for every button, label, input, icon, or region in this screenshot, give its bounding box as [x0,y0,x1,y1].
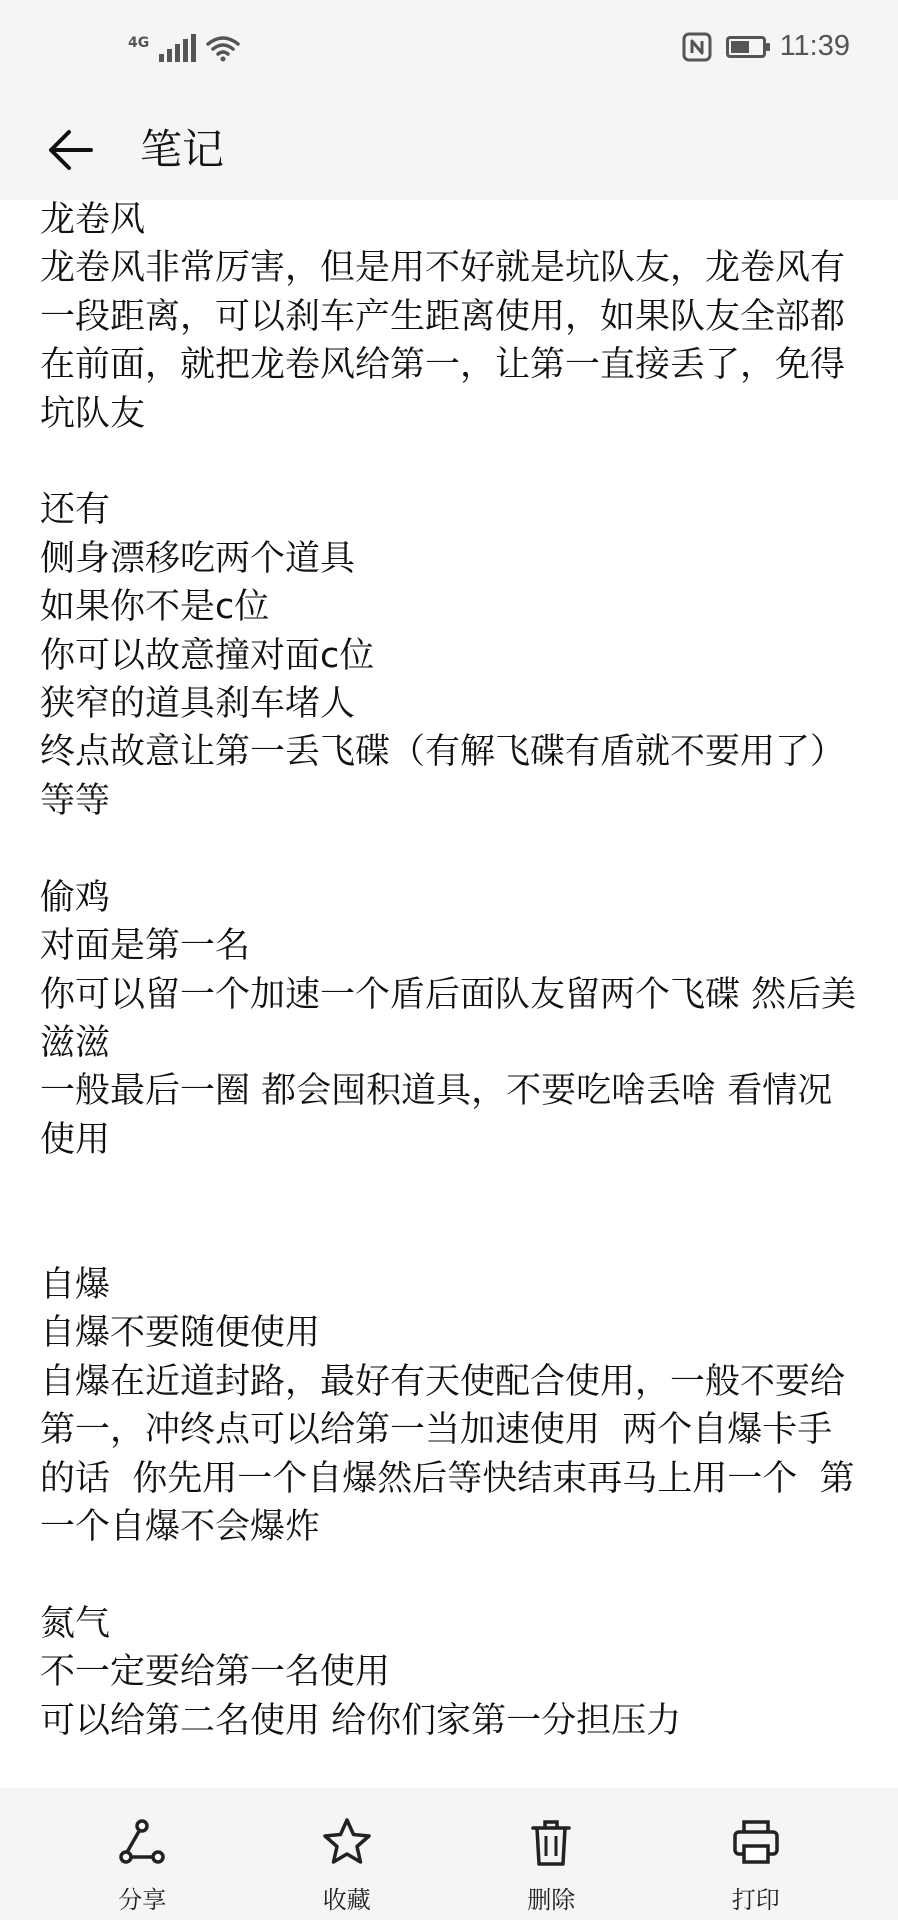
network-status [128,34,240,62]
back-button[interactable] [40,122,100,178]
app-header [0,100,898,200]
star-icon [321,1816,373,1868]
note-content[interactable] [40,196,860,1788]
page-title: 笔记 [140,125,225,174]
clock: 11:39 [779,30,850,62]
nfc-icon [682,32,712,62]
network-type: 4G [128,35,150,51]
status-bar [0,0,898,100]
print-label: 打印 [731,1886,780,1914]
favorite-button[interactable] [277,1788,417,1915]
favorite-label: 收藏 [322,1886,371,1914]
bottom-toolbar [0,1788,898,1920]
delete-label: 删除 [527,1886,576,1914]
share-icon [116,1816,168,1868]
system-status [682,30,850,63]
wifi-icon [206,34,240,62]
delete-button[interactable] [481,1788,621,1915]
print-button[interactable] [686,1788,826,1915]
trash-icon [525,1816,577,1868]
note-text[interactable]: 龙卷风 龙卷风非常厉害，但是用不好就是坑队友，龙卷风有一段距离，可以刹车产生距离使用，如果队友全部都在前面，就把龙卷风给第一，让第一直接丢了，免得坑队友 还有 侧身漂移吃两个道具 如果你不是c位 你可以故意撞对面c位 狭窄的道具刹车堵人 终点故意让第一丢飞碟（有解飞碟有盾就不要用了） 等等 偷鸡 对面是第一名 你可以留一个加速一个盾后面队友留两个飞碟 然后美滋滋 一般最后一圈 都会囤积道具，不要吃啥丢啥 看情况使用 自爆 自爆不要随便使用 自爆在近道封路，最好有天使配合使用，一般不要给第一，冲终点可以给第一当加速使用 两个自爆卡手的话 你先用一个自爆然后等快结束再马上用一个 第一个自爆不会爆炸 氮气 不一定要给第一名使用 可以给第二名使用 给你们家第一分担压力 [40,200,857,1741]
printer-icon [730,1816,782,1868]
battery-icon [726,36,766,58]
share-button[interactable] [72,1788,212,1915]
signal-icon [159,34,196,62]
share-label: 分享 [118,1886,167,1914]
arrow-left-icon [45,128,95,172]
